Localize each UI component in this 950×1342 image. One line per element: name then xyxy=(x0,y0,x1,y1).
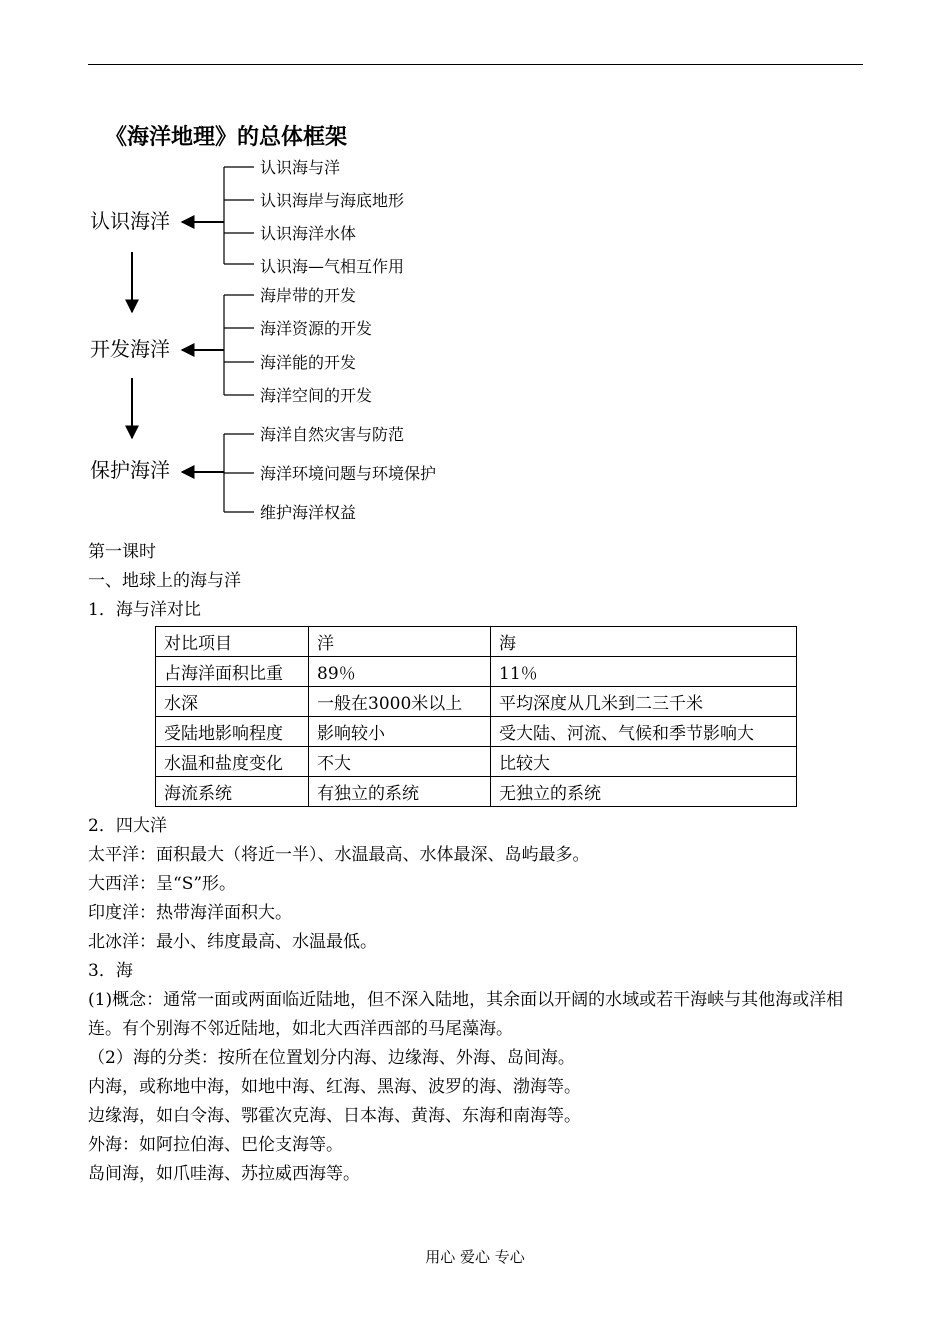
pacific-text: 太平洋：面积最大（将近一半）、水温最高、水体最深、岛屿最多。 xyxy=(88,845,590,865)
item-energy: 海洋能的开发 xyxy=(260,353,357,372)
table-cell: 占海洋面积比重 xyxy=(156,657,309,687)
table-cell: 影响较小 xyxy=(309,717,491,747)
table-row xyxy=(156,777,797,807)
subsection-comparison: 1．海与洋对比 xyxy=(88,600,201,620)
table-cell: 受陆地影响程度 xyxy=(156,717,309,747)
item-space: 海洋空间的开发 xyxy=(260,386,373,405)
table-cell: 受大陆、河流、气候和季节影响大 xyxy=(491,717,797,747)
diagram-title: 《海洋地理》的总体框架 xyxy=(105,125,348,150)
item-water-body: 认识海洋水体 xyxy=(260,224,357,243)
table-cell: 海 xyxy=(491,627,797,657)
table-cell: 无独立的系统 xyxy=(491,777,797,807)
table-cell: 一般在3000米以上 xyxy=(309,687,491,717)
framework-diagram-svg xyxy=(80,112,500,532)
indian-text: 印度洋：热带海洋面积大。 xyxy=(88,903,292,923)
interisland-sea-text: 岛间海，如爪哇海、苏拉威西海等。 xyxy=(88,1164,360,1184)
group-label-protect: 保护海洋 xyxy=(90,458,170,482)
item-coast-seabed: 认识海岸与海底地形 xyxy=(260,191,405,210)
lesson-heading: 第一课时 xyxy=(88,542,156,562)
header-rule xyxy=(88,64,863,65)
table-row xyxy=(156,687,797,717)
table-cell: 水温和盐度变化 xyxy=(156,747,309,777)
section-heading: 一、地球上的海与洋 xyxy=(88,571,241,591)
table-row xyxy=(156,657,797,687)
item-sea-and-ocean: 认识海与洋 xyxy=(260,158,341,177)
table-cell: 水深 xyxy=(156,687,309,717)
item-sea-air: 认识海—气相互作用 xyxy=(260,257,405,276)
item-resources: 海洋资源的开发 xyxy=(260,319,373,338)
framework-diagram xyxy=(80,112,500,536)
item-environment: 海洋环境问题与环境保护 xyxy=(260,464,437,483)
subsection-four-oceans: 2．四大洋 xyxy=(88,816,167,836)
outer-sea-text: 外海：如阿拉伯海、巴伦支海等。 xyxy=(88,1135,343,1155)
item-coastal-zone: 海岸带的开发 xyxy=(260,286,357,305)
item-rights: 维护海洋权益 xyxy=(260,503,357,522)
table-cell: 洋 xyxy=(309,627,491,657)
sea-classification: （2）海的分类：按所在位置划分内海、边缘海、外海、岛间海。 xyxy=(88,1048,575,1068)
table-cell: 海流系统 xyxy=(156,777,309,807)
page-footer: 用心 爱心 专心 xyxy=(425,1248,525,1266)
group-label-develop: 开发海洋 xyxy=(90,337,170,361)
table-cell: 11％ xyxy=(491,657,797,687)
marginal-sea-text: 边缘海，如白令海、鄂霍次克海、日本海、黄海、东海和南海等。 xyxy=(88,1106,581,1126)
inland-sea-text: 内海，或称地中海，如地中海、红海、黑海、波罗的海、渤海等。 xyxy=(88,1077,581,1097)
table-cell: 有独立的系统 xyxy=(309,777,491,807)
table-row xyxy=(156,747,797,777)
table-cell: 平均深度从几米到二三千米 xyxy=(491,687,797,717)
table-cell: 不大 xyxy=(309,747,491,777)
table-cell: 89％ xyxy=(309,657,491,687)
sea-concept-paragraph: (1)概念：通常一面或两面临近陆地，但不深入陆地，其余面以开阔的水域或若干海峡与其他海或洋相连。有个别海不邻近陆地，如北大西洋西部的马尾藻海。 xyxy=(88,990,844,1039)
comparison-table xyxy=(155,626,797,807)
subsection-sea: 3．海 xyxy=(88,961,133,981)
table-row xyxy=(156,627,797,657)
atlantic-text: 大西洋：呈“S”形。 xyxy=(88,874,237,894)
item-disasters: 海洋自然灾害与防范 xyxy=(260,425,405,444)
table-cell: 比较大 xyxy=(491,747,797,777)
arctic-text: 北冰洋：最小、纬度最高、水温最低。 xyxy=(88,932,377,952)
table-cell: 对比项目 xyxy=(156,627,309,657)
table-row xyxy=(156,717,797,747)
group-label-understand: 认识海洋 xyxy=(90,209,170,233)
